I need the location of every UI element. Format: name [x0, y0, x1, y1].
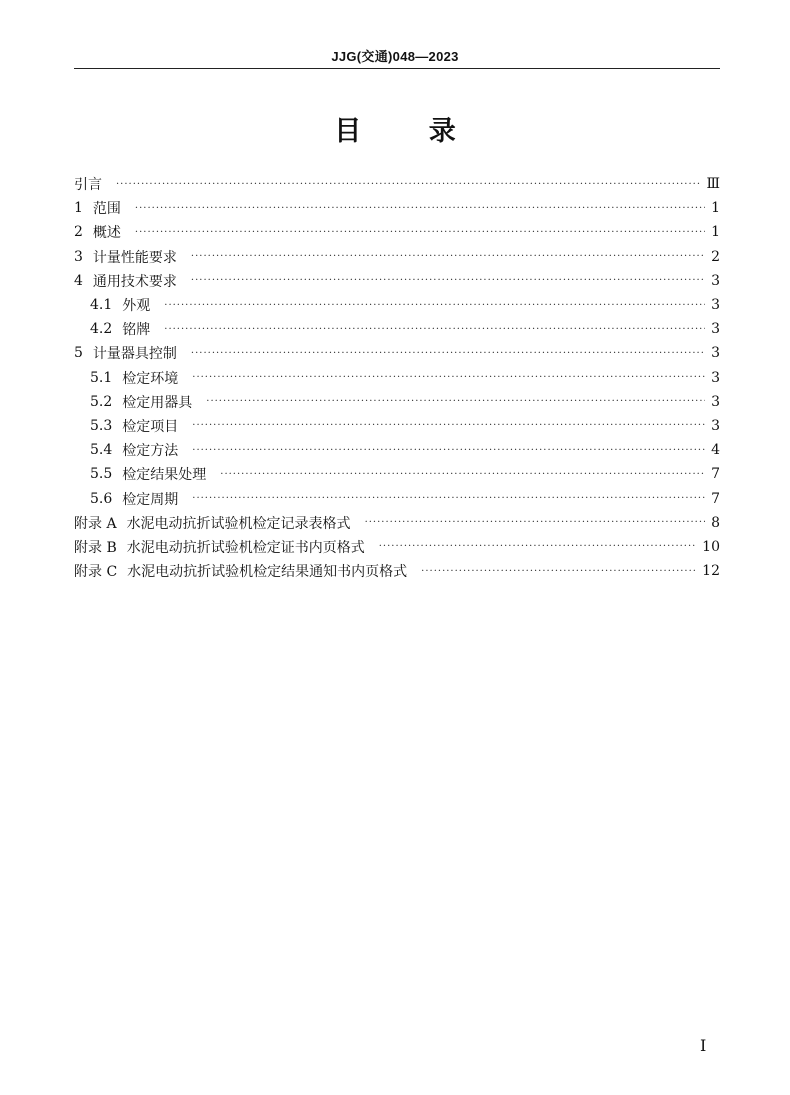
toc-entry-number: 5.4 — [90, 442, 113, 459]
toc-entry-number: 附录 A — [74, 515, 117, 532]
toc-entry[interactable] — [74, 462, 720, 486]
dot-leader — [220, 469, 705, 480]
toc-entry-page: 3 — [711, 321, 720, 338]
toc-entry-number: 3 — [74, 248, 83, 265]
toc-entry-number: 5.5 — [90, 466, 113, 483]
toc-entry-number: 5.3 — [90, 417, 113, 434]
toc-entry-label: 概述 — [92, 225, 121, 242]
toc-entry-page: 3 — [711, 369, 720, 386]
toc-entry-page: 3 — [711, 272, 720, 289]
toc-entry-label: 检定项目 — [122, 418, 179, 435]
toc-entry[interactable] — [74, 511, 720, 535]
toc-entry-page: 10 — [702, 538, 720, 555]
toc-entry-page: Ⅲ — [706, 176, 720, 193]
toc-entry-number: 5.6 — [90, 490, 113, 507]
dot-leader — [192, 420, 705, 431]
dot-leader — [192, 493, 705, 504]
dot-leader — [164, 324, 705, 335]
toc-entry-number: 5 — [74, 345, 83, 362]
toc-entry[interactable] — [74, 220, 720, 244]
toc-entry-page: 2 — [711, 248, 720, 265]
toc-entry-number: 1 — [74, 200, 83, 217]
toc-entry[interactable] — [74, 366, 720, 390]
toc-entry-label: 检定方法 — [122, 443, 179, 460]
page-title: 目 录 — [334, 116, 456, 147]
toc-entry[interactable] — [74, 438, 720, 462]
toc-entry-page: 3 — [711, 393, 720, 410]
toc-entry-label: 水泥电动抗折试验机检定结果通知书内页格式 — [127, 564, 408, 581]
toc-entry[interactable] — [74, 317, 720, 341]
table-of-contents — [74, 172, 720, 583]
dot-leader — [192, 445, 705, 456]
toc-entry[interactable] — [74, 414, 720, 438]
toc-entry-label: 水泥电动抗折试验机检定证书内页格式 — [126, 539, 365, 556]
dot-leader — [191, 275, 705, 286]
document-code-header: JJG(交通)048—2023 — [331, 49, 459, 64]
dot-leader — [365, 517, 706, 528]
toc-entry-page: 3 — [711, 297, 720, 314]
dot-leader — [135, 203, 705, 214]
toc-entry-page: 1 — [711, 224, 720, 241]
page-number: I — [700, 1036, 707, 1055]
toc-entry-number: 4.2 — [90, 321, 113, 338]
toc-entry-label: 引言 — [74, 177, 102, 194]
toc-entry[interactable] — [74, 341, 720, 365]
toc-entry-label: 范围 — [92, 201, 121, 218]
toc-entry[interactable] — [74, 245, 720, 269]
toc-entry-label: 外观 — [122, 298, 151, 315]
toc-entry-label: 检定环境 — [122, 370, 179, 387]
toc-entry[interactable] — [74, 172, 720, 196]
dot-leader — [191, 251, 705, 262]
dot-leader — [116, 179, 700, 190]
toc-entry-page: 1 — [711, 200, 720, 217]
dot-leader — [191, 348, 705, 359]
dot-leader — [192, 372, 705, 383]
toc-entry-label: 通用技术要求 — [92, 273, 177, 290]
toc-entry[interactable] — [74, 269, 720, 293]
toc-entry[interactable] — [74, 486, 720, 510]
toc-entry-label: 水泥电动抗折试验机检定记录表格式 — [126, 515, 351, 532]
header-rule — [74, 68, 720, 69]
toc-entry[interactable] — [74, 535, 720, 559]
toc-entry-page: 3 — [711, 417, 720, 434]
dot-leader — [206, 396, 705, 407]
toc-entry-label: 计量性能要求 — [92, 249, 177, 266]
toc-entry-label: 铭牌 — [122, 322, 151, 339]
toc-entry-number: 4 — [74, 272, 83, 289]
toc-entry-number: 附录 C — [74, 564, 118, 581]
toc-entry-number: 4.1 — [90, 297, 113, 314]
toc-entry-page: 7 — [711, 466, 720, 483]
dot-leader — [421, 566, 696, 577]
toc-entry-label: 检定结果处理 — [122, 467, 207, 484]
toc-entry-number: 2 — [74, 224, 83, 241]
toc-entry-page: 7 — [711, 490, 720, 507]
toc-entry[interactable] — [74, 196, 720, 220]
toc-entry[interactable] — [74, 293, 720, 317]
dot-leader — [164, 300, 705, 311]
toc-entry-number: 5.2 — [90, 393, 113, 410]
toc-entry-number: 5.1 — [90, 369, 113, 386]
toc-entry-page: 12 — [702, 563, 720, 580]
toc-entry[interactable] — [74, 390, 720, 414]
toc-entry-label: 计量器具控制 — [92, 346, 177, 363]
dot-leader — [135, 227, 705, 238]
toc-entry-number: 附录 B — [74, 539, 117, 556]
toc-entry-page: 3 — [711, 345, 720, 362]
dot-leader — [379, 541, 696, 552]
toc-entry[interactable] — [74, 559, 720, 583]
toc-entry-page: 8 — [711, 514, 720, 531]
toc-entry-label: 检定用器具 — [122, 394, 193, 411]
toc-entry-page: 4 — [711, 442, 720, 459]
toc-entry-label: 检定周期 — [122, 491, 179, 508]
